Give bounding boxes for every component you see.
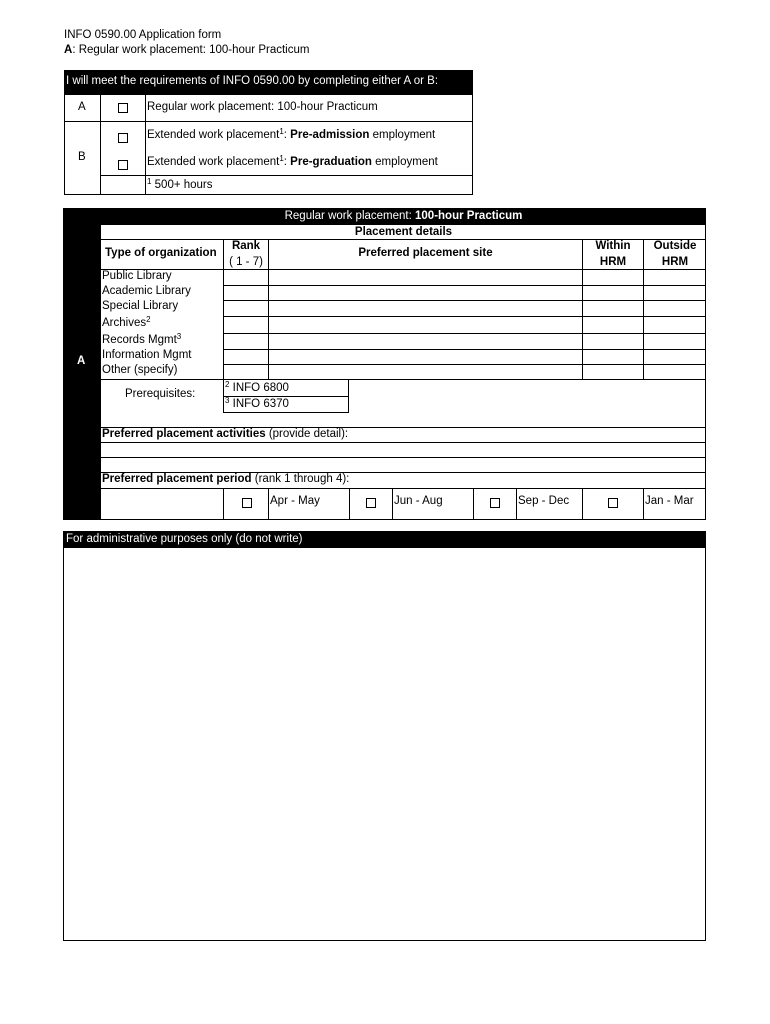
prereq-info-6800: $^2$ INFO 6800 xyxy=(225,380,289,394)
subtitle-text: : Regular work placement: 100-hour Practicum xyxy=(72,44,310,56)
choice-row-b2-text: Extended work placement$^1$: Pre-graduation employment xyxy=(147,154,438,168)
col-rank-range: ( 1 - 7) xyxy=(229,256,263,268)
placement-side-label: A xyxy=(77,355,86,367)
period-sep-dec-checkbox[interactable] xyxy=(490,498,500,508)
choice-row-b1-text: Extended work placement$^1$: Pre-admission employment xyxy=(147,127,436,141)
period-jun-aug-checkbox[interactable] xyxy=(366,498,376,508)
period-jan-mar-checkbox[interactable] xyxy=(608,498,618,508)
period-sep-dec: Sep - Dec xyxy=(518,495,570,507)
activities-label: Preferred placement activities (provide detail): xyxy=(102,428,349,440)
col-within-hrm-1: Within xyxy=(595,240,631,252)
org-row-5: Information Mgmt xyxy=(102,349,192,361)
admin-section xyxy=(63,531,706,941)
org-row-3: Archives$^2$ xyxy=(102,315,151,329)
col-within-hrm-2: HRM xyxy=(599,256,627,268)
choice-b2-checkbox[interactable] xyxy=(118,160,128,170)
choice-a-checkbox[interactable] xyxy=(118,103,128,113)
org-row-1: Academic Library xyxy=(102,285,191,297)
activities-input-line-2[interactable] xyxy=(101,458,706,471)
placement-section xyxy=(63,208,706,520)
prereq-label: Prerequisites: xyxy=(125,388,196,400)
activities-input-line-1[interactable] xyxy=(101,443,706,456)
choice-row-b-label: B xyxy=(78,151,86,163)
choice-table xyxy=(64,70,473,195)
col-type-of-organization: Type of organization xyxy=(105,247,217,259)
subtitle-prefix: A xyxy=(64,44,73,56)
choice-b1-checkbox[interactable] xyxy=(118,133,128,143)
choice-footnote: $^1$ 500+ hours xyxy=(147,177,213,191)
form-subtitle xyxy=(64,43,309,58)
choice-row-a-label: A xyxy=(78,101,86,113)
choice-table-heading: I will meet the requirements of INFO 0590.00 by completing either A or B: xyxy=(64,70,473,94)
col-outside-hrm-1: Outside xyxy=(653,240,697,252)
org-row-6: Other (specify) xyxy=(102,364,178,376)
prereq-info-6370: $^3$ INFO 6370 xyxy=(225,396,289,410)
period-jan-mar: Jan - Mar xyxy=(645,495,694,507)
org-row-4: Records Mgmt$^3$ xyxy=(102,332,182,346)
choice-row-a-text: Regular work placement: 100-hour Practicum xyxy=(147,101,378,113)
period-apr-may-checkbox[interactable] xyxy=(242,498,252,508)
col-preferred-site: Preferred placement site xyxy=(358,247,493,259)
org-row-2: Special Library xyxy=(102,300,179,312)
placement-details-heading: Placement details xyxy=(354,226,453,238)
col-outside-hrm-2: HRM xyxy=(661,256,689,268)
period-jun-aug: Jun - Aug xyxy=(394,495,443,507)
col-rank: Rank xyxy=(231,240,261,252)
placement-title: Regular work placement: 100-hour Practicum xyxy=(101,208,706,225)
form-title: INFO 0590.00 Application form xyxy=(64,29,222,41)
period-apr-may: Apr - May xyxy=(270,495,320,507)
admin-heading: For administrative purposes only (do not write) xyxy=(63,531,706,548)
period-label: Preferred placement period (rank 1 through 4): xyxy=(102,473,350,485)
org-row-0: Public Library xyxy=(102,270,172,282)
